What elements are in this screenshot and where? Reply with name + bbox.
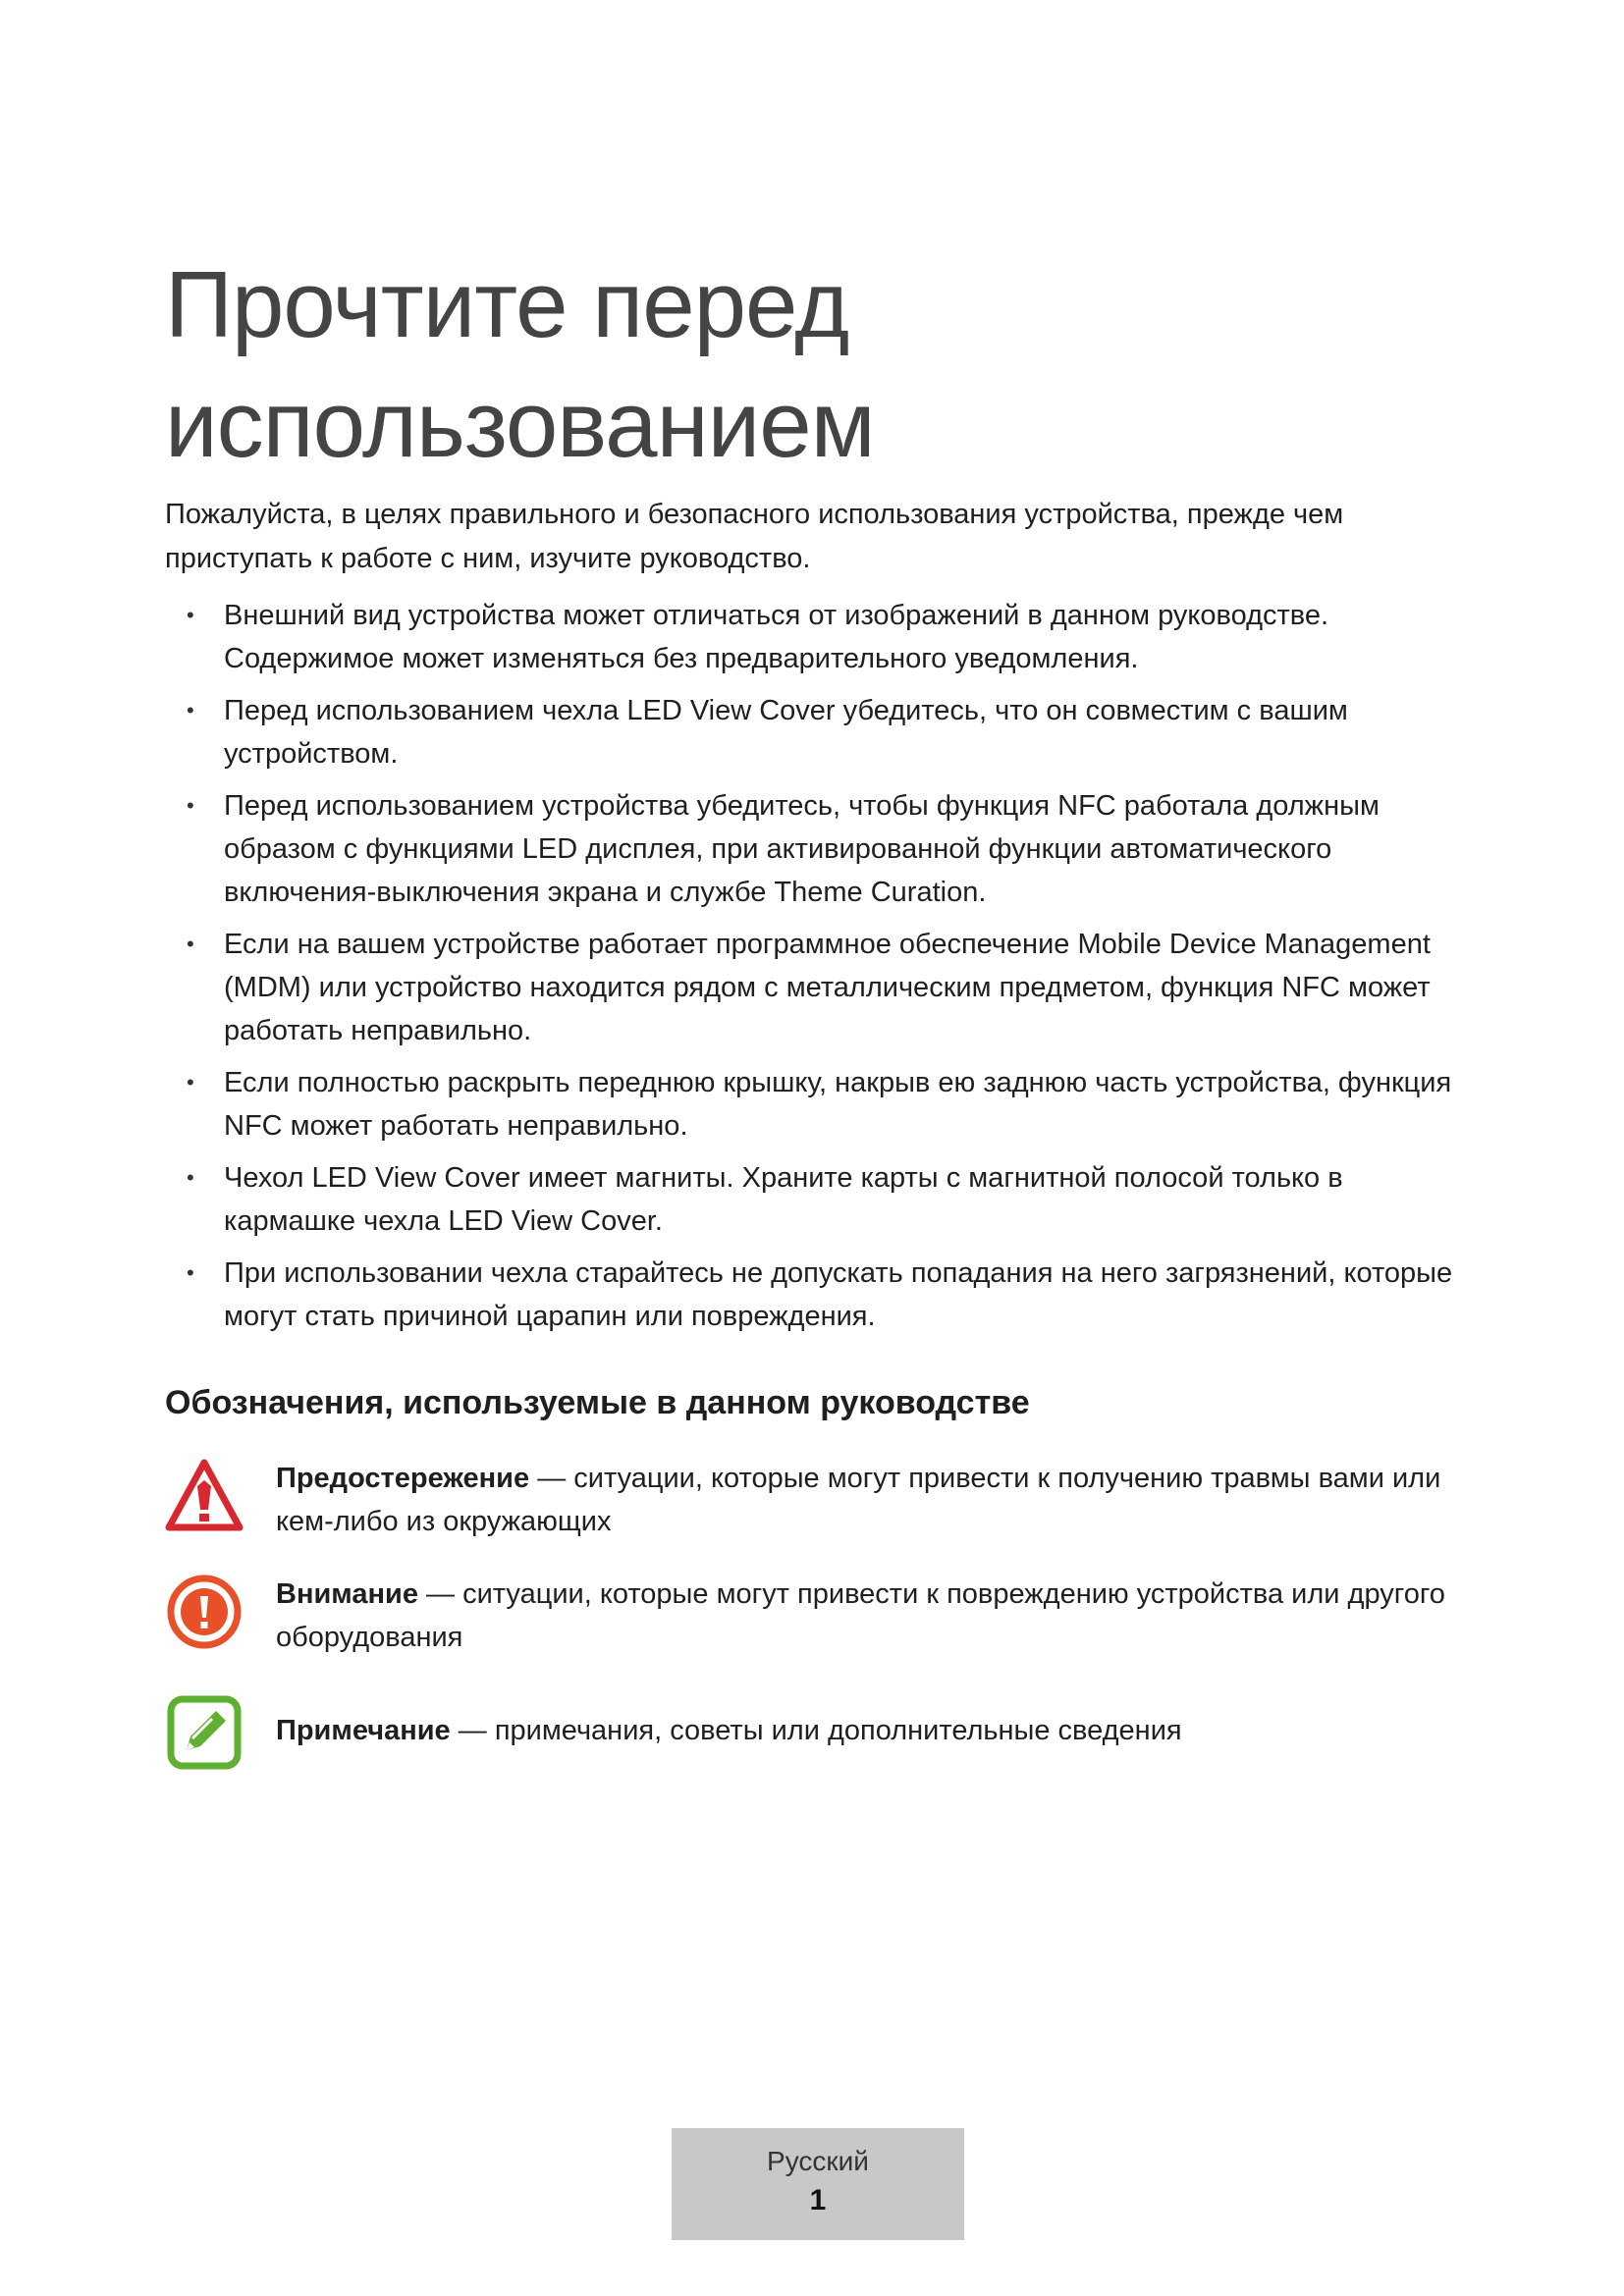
list-item: [165, 1061, 1481, 1148]
list-item: [165, 689, 1481, 775]
bullet-icon: •: [187, 1165, 194, 1190]
notice-description: ситуации, которые могут привести к получению травмы вами или кем-либо из окружающих: [276, 1463, 1441, 1537]
notice-term: Примечание: [276, 1715, 451, 1746]
bullet-icon: •: [187, 698, 194, 722]
list-item: [165, 594, 1481, 680]
warning-triangle-icon: [165, 1457, 244, 1535]
notice-text: [276, 1457, 1474, 1543]
page-title: [165, 245, 1441, 485]
list-item-text: Перед использованием чехла LED View Cover убедитесь, что он совместим с вашим устройством.: [224, 695, 1348, 770]
notice-description: ситуации, которые могут привести к повреждению устройства или другого оборудования: [276, 1578, 1445, 1653]
list-item-text: При использовании чехла старайтесь не допускать попадания на него загрязнений, которые могут стать причиной царапин или повреждения.: [224, 1257, 1453, 1332]
page-title-line-2: использованием: [165, 372, 875, 477]
section-heading: Обозначения, используемые в данном руководстве: [165, 1384, 1030, 1421]
footer-language: Русский: [767, 2146, 869, 2176]
list-item: [165, 923, 1481, 1052]
notice-text: [276, 1573, 1474, 1659]
notice-text: [276, 1709, 1474, 1752]
notice-term: Предостережение: [276, 1463, 530, 1494]
list-item-text: Если полностью раскрыть переднюю крышку, накрыв ею заднюю часть устройства, функция NFC может работать неправильно.: [224, 1067, 1452, 1142]
caution-circle-icon: [165, 1573, 244, 1651]
list-item: [165, 1252, 1481, 1338]
list-item-text: Перед использованием устройства убедитесь, чтобы функция NFC работала должным образом с функциями LED дисплея, при активированной функции автоматического включения-выключения экрана и службе Theme Curation.: [224, 790, 1380, 908]
notice-dash: —: [529, 1463, 574, 1494]
page-footer: [672, 2128, 964, 2240]
page-title-line-1: Прочтите перед: [165, 252, 849, 357]
list-item-text: Чехол LED View Cover имеет магниты. Храните карты с магнитной полосой только в кармашке чехла LED View Cover.: [224, 1162, 1343, 1237]
list-item-text: Внешний вид устройства может отличаться от изображений в данном руководстве. Содержимое может изменяться без предварительного уведомления.: [224, 600, 1329, 674]
notice-dash: —: [417, 1578, 463, 1610]
bullet-icon: •: [187, 1070, 194, 1095]
list-item: [165, 784, 1481, 914]
precautions-list: [165, 594, 1481, 1347]
bullet-icon: •: [187, 1260, 194, 1285]
notice-term: Внимание: [276, 1578, 418, 1610]
bullet-icon: •: [187, 932, 194, 956]
list-item: [165, 1156, 1481, 1243]
bullet-icon: •: [187, 793, 194, 818]
notice-dash: —: [450, 1715, 495, 1746]
note-pencil-icon: [165, 1693, 244, 1772]
notice-description: примечания, советы или дополнительные сведения: [494, 1715, 1182, 1746]
bullet-icon: •: [187, 603, 194, 627]
footer-page-number: 1: [809, 2184, 827, 2216]
intro-paragraph: Пожалуйста, в целях правильного и безопасного использования устройства, прежде чем приступать к работе с ним, изучите руководство.: [165, 499, 1344, 574]
list-item-text: Если на вашем устройстве работает программное обеспечение Mobile Device Management (MDM) или устройство находится рядом с металлическим предметом, функция NFC может работать неправильно.: [224, 929, 1431, 1046]
